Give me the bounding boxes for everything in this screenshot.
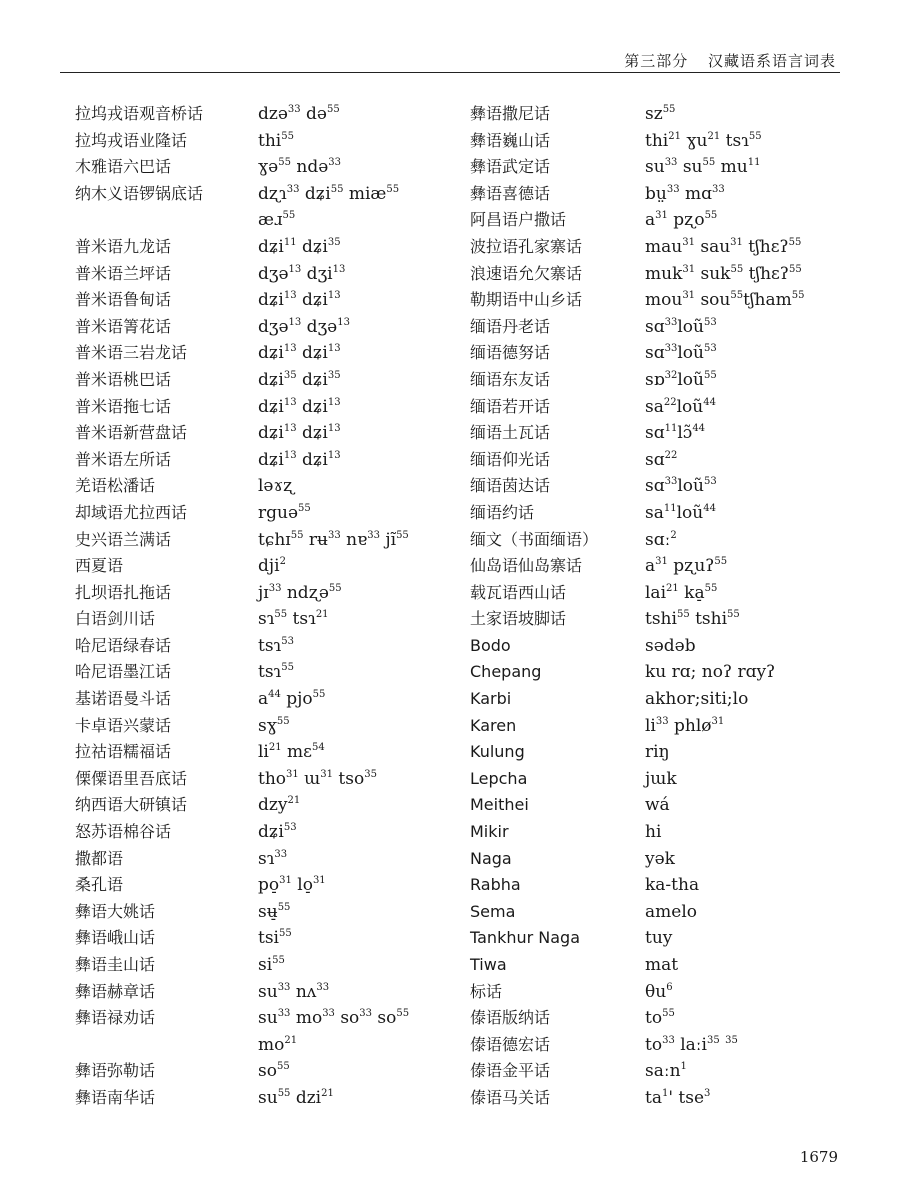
language-name: 木雅语六巴话 — [75, 157, 172, 177]
language-name: 桑孔语 — [75, 875, 124, 895]
language-name: 普米语三岩龙话 — [75, 343, 188, 363]
word-form: dʑi$^{13}$ dʑi$^{13}$ — [258, 423, 341, 444]
word-form: sɿ$^{33}$ — [258, 848, 288, 869]
language-name: 纳木义语锣锅底话 — [75, 183, 204, 203]
word-form: sɑ$^{33}$loũ$^{53}$ — [645, 343, 717, 364]
word-form: amelo — [645, 901, 697, 922]
language-name: Karbi — [470, 689, 512, 709]
language-name: 缅语茵达话 — [470, 476, 551, 496]
word-form: sɿ$^{55}$ tsɿ$^{21}$ — [258, 609, 329, 630]
word-form: dʑi$^{35}$ dʑi$^{35}$ — [258, 369, 341, 390]
language-name: Tankhur Naga — [470, 928, 581, 948]
word-form: dzə$^{33}$ də$^{55}$ — [258, 104, 340, 124]
word-form: sədəb — [645, 635, 696, 656]
language-name: 勒期语中山乡话 — [470, 290, 583, 310]
language-name: 彝语南华话 — [75, 1087, 156, 1107]
language-name: 傣语金平话 — [470, 1061, 551, 1081]
language-name: Naga — [470, 848, 512, 868]
language-name: 白语剑川话 — [75, 609, 156, 629]
language-name: 浪速语允欠寨话 — [470, 263, 583, 283]
running-header — [60, 50, 840, 73]
word-form: dʒə$^{13}$ dʒə$^{13}$ — [258, 316, 350, 337]
language-name: 哈尼语墨江话 — [75, 662, 172, 682]
language-name: 西夏语 — [75, 556, 124, 576]
language-name: Chepang — [470, 662, 542, 682]
word-form: po̠$^{31}$ lo̠$^{31}$ — [258, 875, 326, 896]
language-name: 彝语峨山话 — [75, 928, 156, 948]
word-form: $su^{55}$ dzi$^{21}$ — [258, 1087, 334, 1108]
word-form: ləɤʐ — [258, 476, 294, 497]
language-name: Meithei — [470, 795, 529, 815]
language-name: 波拉语孔家寨话 — [470, 236, 583, 256]
word-form: $a^{44}$ pjo$^{55}$ — [258, 689, 326, 710]
language-name: Lepcha — [470, 768, 528, 788]
language-name: 普米语九龙话 — [75, 236, 172, 256]
word-form: jɯk — [645, 768, 677, 789]
left-form-column — [258, 101, 409, 1112]
word-form: $su^{33}$ nʌ$^{33}$ — [258, 981, 330, 1002]
language-name: 怒苏语棉谷话 — [75, 822, 172, 842]
page-number: 1679 — [799, 1148, 838, 1166]
word-form: ɣə$^{55}$ ndə$^{33}$ — [258, 157, 342, 178]
word-form: $sa^{22}loũ^{44}$ — [645, 396, 716, 417]
word-form: bṳ$^{33}$ mɑ$^{33}$ — [645, 183, 725, 204]
word-form: $a^{31}$ pʐuʔ$^{55}$ — [645, 556, 728, 577]
language-name: 土家语坡脚话 — [470, 609, 567, 629]
language-name: 普米语桃巴话 — [75, 369, 172, 389]
word-form: tsɿ$^{55}$ — [258, 662, 294, 683]
word-form: $sz^{55}$ — [645, 104, 676, 124]
word-form: tsi$^{55}$ — [258, 928, 292, 949]
word-form: jɪ$^{33}$ ndʐə$^{55}$ — [258, 582, 342, 603]
word-form: $ta^1'$ tse$^3$ — [645, 1087, 711, 1108]
word-form: rguə$^{55}$ — [258, 502, 311, 523]
word-form: akhor;siti;lo — [645, 689, 749, 710]
language-name: 缅语若开话 — [470, 396, 551, 416]
word-form: sɑ$^{22}$ — [645, 449, 678, 470]
language-name: 阿昌语户撒话 — [470, 210, 567, 230]
header-section: 汉藏语系语言词表 — [707, 52, 836, 70]
language-name: 却域语尤拉西话 — [75, 502, 188, 522]
word-form: $to^{55}$ — [645, 1008, 675, 1029]
language-name: 扎坝语扎拖话 — [75, 582, 172, 602]
language-name: 彝语弥勒话 — [75, 1061, 156, 1081]
word-form: mat — [645, 955, 679, 975]
word-form: dʑi$^{13}$ dʑi$^{13}$ — [258, 290, 341, 311]
language-name: 缅语德努话 — [470, 343, 551, 363]
language-name: 仙岛语仙岛寨话 — [470, 556, 583, 576]
language-name: 哈尼语绿春话 — [75, 635, 172, 655]
word-form: dʐɿ$^{33}$ dʑi$^{55}$ miæ$^{55}$ — [258, 183, 400, 204]
word-form: tsɿ$^{53}$ — [258, 635, 294, 656]
word-form: saːn$^1$ — [645, 1061, 687, 1082]
language-name: Tiwa — [470, 955, 507, 974]
language-name: 彝语大姚话 — [75, 901, 156, 921]
language-name: 基诺语曼斗话 — [75, 689, 172, 709]
word-form: tuy — [645, 928, 673, 949]
language-name: Bodo — [470, 635, 511, 655]
word-form: yək — [645, 848, 675, 869]
language-name: 彝语圭山话 — [75, 955, 156, 974]
language-name: 傈僳语里吾底话 — [75, 768, 188, 788]
language-name: Sema — [470, 901, 516, 921]
word-form: $su^{33}$ $mo^{33}$ $so^{33}$ $so^{55}$ — [258, 1008, 410, 1029]
language-name: 拉坞戎语业隆话 — [75, 130, 188, 150]
language-name: 史兴语兰满话 — [75, 529, 172, 549]
word-form: dʑi$^{53}$ — [258, 822, 297, 843]
right-language-column — [470, 101, 598, 1112]
word-form: dzy$^{21}$ — [258, 795, 301, 816]
language-name: 缅语丹老话 — [470, 316, 551, 336]
word-form: mou$^{31}$ sou$^{55}$tʃham$^{55}$ — [645, 290, 805, 311]
language-name — [75, 207, 203, 234]
word-form: lai$^{21}$ ka̠$^{55}$ — [645, 582, 718, 603]
word-form: dʑi$^{13}$ dʑi$^{13}$ — [258, 343, 341, 364]
language-name: 卡卓语兴蒙话 — [75, 715, 172, 735]
language-name: 彝语禄劝话 — [75, 1008, 156, 1028]
language-name: 普米语新营盘话 — [75, 423, 188, 443]
word-form: tshi$^{55}$ tshi$^{55}$ — [645, 609, 740, 630]
word-form: $si^{55}$ — [258, 955, 285, 975]
language-name: 缅语东友话 — [470, 369, 551, 389]
word-form: $sa^{11}loũ^{44}$ — [645, 502, 716, 523]
word-form: riŋ — [645, 742, 670, 763]
word-form: sɑ$^{11}$lɔ̃$^{44}$ — [645, 423, 706, 444]
language-name: 彝语武定话 — [470, 157, 551, 177]
language-name: 彝语撒尼话 — [470, 104, 551, 123]
word-form: mau$^{31}$ sau$^{31}$ tʃhɛʔ$^{55}$ — [645, 236, 802, 257]
language-name: 傣语马关话 — [470, 1087, 551, 1107]
word-form: $so^{55}$ — [258, 1061, 290, 1082]
word-form: dʒə$^{13}$ dʒi$^{13}$ — [258, 263, 346, 284]
header-part: 第三部分 — [624, 52, 689, 70]
language-name: 撒都语 — [75, 848, 124, 868]
word-form: muk$^{31}$ suk$^{55}$ tʃhɛʔ$^{55}$ — [645, 263, 802, 284]
word-form: sɣ$^{55}$ — [258, 715, 290, 736]
word-form: dji$^2$ — [258, 556, 286, 577]
language-name: Kulung — [470, 742, 525, 762]
word-form: sɑː$^2$ — [645, 529, 677, 550]
right-form-column — [645, 101, 804, 1112]
word-form: sɑ$^{33}$loũ$^{53}$ — [645, 316, 717, 337]
word-form: sɑ$^{33}$loũ$^{53}$ — [645, 476, 717, 497]
language-name: 普米语左所话 — [75, 449, 172, 469]
language-name: 缅语仰光话 — [470, 449, 551, 469]
language-name: 普米语兰坪话 — [75, 263, 172, 283]
word-form: sɒ$^{32}$loũ$^{55}$ — [645, 369, 717, 390]
language-name: 拉坞戎语观音桥话 — [75, 104, 204, 123]
language-name: 标话 — [470, 981, 503, 1001]
language-name: Mikir — [470, 822, 509, 842]
word-form: $a^{31}$ pʐo$^{55}$ — [645, 210, 718, 231]
word-form: $li^{21}$ mɛ$^{54}$ — [258, 742, 325, 763]
language-name: 载瓦语西山话 — [470, 582, 567, 602]
word-form: wá — [645, 795, 670, 816]
language-name: 傣语版纳话 — [470, 1008, 551, 1028]
word-form: $su^{33}$ $su^{55}$ $mu^{11}$ — [645, 157, 761, 178]
word-form: tho$^{31}$ ɯ$^{31}$ tso$^{35}$ — [258, 768, 377, 789]
word-form: hi — [645, 822, 662, 843]
word-form: $\theta u^6$ — [645, 981, 673, 1002]
word-form: sʉ̠$^{55}$ — [258, 901, 291, 922]
language-name: 普米语箐花话 — [75, 316, 172, 336]
word-form: æɹ$^{55}$ — [258, 210, 296, 231]
language-name: 彝语喜德话 — [470, 183, 551, 203]
language-name: 彝语赫章话 — [75, 981, 156, 1001]
word-form: thi$^{21}$ ɣu$^{21}$ tsɿ$^{55}$ — [645, 130, 762, 151]
word-form: $li^{33}$ phlø$^{31}$ — [645, 715, 725, 736]
language-name: 拉祜语糯福话 — [75, 742, 172, 762]
word-form: $mo^{21}$ — [258, 1034, 298, 1055]
left-language-column — [75, 101, 203, 1112]
word-form: tɕhɪ$^{55}$ rʉ$^{33}$ nɐ$^{33}$ $jĩ^{55}$ — [258, 529, 409, 550]
word-form: $to^{33}$ laːi$^{35}$ $^{35}$ — [645, 1034, 738, 1055]
language-name: 普米语鲁甸话 — [75, 290, 172, 310]
language-name: 彝语巍山话 — [470, 130, 551, 150]
word-form: dʑi$^{11}$ dʑi$^{35}$ — [258, 236, 341, 257]
word-form: thi$^{55}$ — [258, 130, 294, 151]
language-name: 傣语德宏话 — [470, 1034, 551, 1054]
word-form: ka-tha — [645, 875, 700, 896]
language-name: Karen — [470, 715, 517, 735]
language-name: 纳西语大研镇话 — [75, 795, 188, 815]
language-name: 羌语松潘话 — [75, 476, 156, 496]
word-form: ku rɑ; noʔ rɑyʔ — [645, 662, 776, 683]
language-name: 缅文（书面缅语） — [470, 529, 599, 549]
language-name: Rabha — [470, 875, 521, 895]
language-name: 缅语土瓦话 — [470, 423, 551, 443]
language-name: 缅语约话 — [470, 502, 535, 522]
word-form: dʑi$^{13}$ dʑi$^{13}$ — [258, 449, 341, 470]
header-text — [624, 50, 836, 71]
language-name — [75, 1032, 203, 1059]
language-name: 普米语拖七话 — [75, 396, 172, 416]
word-form: dʑi$^{13}$ dʑi$^{13}$ — [258, 396, 341, 417]
